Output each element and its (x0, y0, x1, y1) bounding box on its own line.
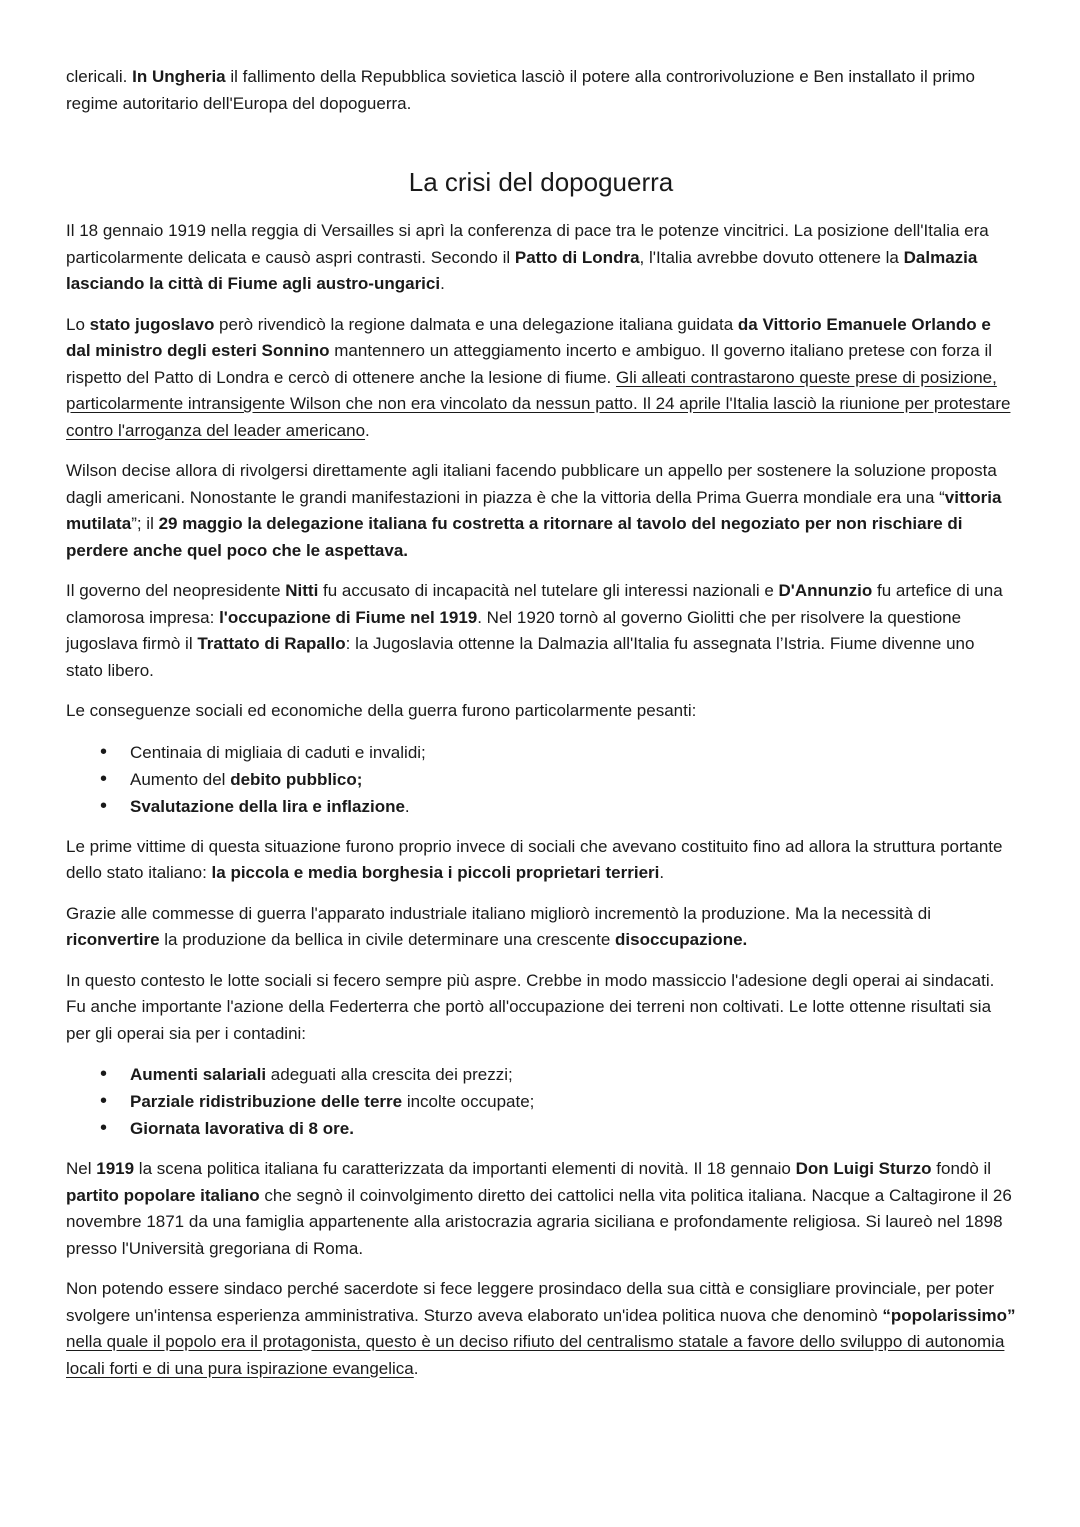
bullet-list-risultati (66, 1061, 1016, 1142)
section-title: La crisi del dopoguerra (408, 167, 674, 197)
list-item: • Parziale ridistribuzione delle terre incolte occupate; (130, 1088, 1016, 1115)
document-page (66, 64, 1016, 1396)
underlined-text: nella quale il popolo era il protagonista, questo è un deciso rifiuto del centralismo statale a favore dello sviluppo di autonomia locali forti e di una pura ispirazione evangelica (66, 1332, 1005, 1378)
underlined-text: Gli alleati contrastarono queste prese di posizione, particolarmente intransigente Wilson che non era vincolato da nessun patto. Il 24 aprile l'Italia lasciò la riunione per protestare contro l'arroganza del leader americano (66, 367, 1011, 440)
paragraph-wilson: Wilson decise allora di rivolgersi direttamente agli italiani facendo pubblicare un appello per sostenere la soluzione proposta dagli americani. Nonostante le grandi manifestazioni in piazza è che la vittoria della Prima Guerra mondiale era una “vittoria mutilata”; il 29 maggio la delegazione italiana fu costretta a ritornare al tavolo del negoziato per non rischiare di perdere anche quel poco che le aspettava. (66, 461, 1002, 560)
list-item: • Centinaia di migliaia di caduti e invalidi; (130, 739, 1016, 766)
paragraph-intro: clericali. In Ungheria il fallimento della Repubblica sovietica lasciò il potere alla controrivoluzione e Ben installato il primo regime autoritario dell'Europa del dopoguerra. (66, 67, 975, 113)
list-item: • Aumento del debito pubblico; (130, 766, 1016, 793)
paragraph-nitti: Il governo del neopresidente Nitti fu accusato di incapacità nel tutelare gli interessi nazionali e D'Annunzio fu artefice di una clamorosa impresa: l'occupazione di Fiume nel 1919. Nel 1920 tornò al governo Giolitti che per risolvere la questione jugoslava firmò il Trattato di Rapallo: la Jugoslavia ottenne la Dalmazia all'Italia fu assegnata l’Istria. Fiume divenne uno stato libero. (66, 581, 1003, 680)
paragraph-industria: Grazie alle commesse di guerra l'apparato industriale italiano migliorò incrementò la produzione. Ma la necessità di riconvertire la produzione da bellica in civile determinare una crescente disoccupazione. (66, 903, 932, 949)
bold-text: In Ungheria (132, 67, 226, 86)
list-item: • Giornata lavorativa di 8 ore. (130, 1115, 1016, 1142)
paragraph-vittime: Le prime vittime di questa situazione furono proprio invece di sociali che avevano costituito fino ad allora la struttura portante dello stato italiano: la piccola e media borghesia i piccoli proprietari terrieri. (66, 836, 1003, 882)
paragraph-versailles: Il 18 gennaio 1919 nella reggia di Versailles si aprì la conferenza di pace tra le potenze vincitrici. La posizione dell'Italia era particolarmente delicata e causò aspri contrasti. Secondo il Patto di Londra, l'Italia avrebbe dovuto ottenere la Dalmazia lasciando la città di Fiume agli austro-ungarici. (66, 221, 989, 293)
paragraph-jugoslavia: Lo stato jugoslavo però rivendicò la regione dalmata e una delegazione italiana guidata da Vittorio Emanuele Orlando e dal ministro degli esteri Sonnino mantennero un atteggiamento incerto e ambiguo. Il governo italiano pretese con forza il rispetto del Patto di Londra e cercò di ottenere anche la lesione di fiume. Gli alleati contrastarono queste prese di posizione, particolarmente intransigente Wilson che non era vincolato da nessun patto. Il 24 aprile l'Italia lasciò la riunione per protestare contro l'arroganza del leader americano. (66, 314, 1011, 440)
list-item: • Svalutazione della lira e inflazione. (130, 793, 1016, 820)
paragraph-lotte: In questo contesto le lotte sociali si fecero sempre più aspre. Crebbe in modo massiccio l'adesione degli operai ai sindacati. Fu anche importante l'azione della Federterra che portò all'occupazione dei terreni non coltivati. Le lotte ottenne risultati sia per gli operai sia per i contadini: (66, 970, 995, 1043)
paragraph-sturzo: Nel 1919 la scena politica italiana fu caratterizzata da importanti elementi di novità. Il 18 gennaio Don Luigi Sturzo fondò il partito popolare italiano che segnò il coinvolgimento diretto dei cattolici nella vita politica italiana. Nacque a Caltagirone il 26 novembre 1871 da una famiglia appartenente alla aristocrazia agraria siciliana e profondamente religiosa. Si laureò nel 1898 presso l'Università gregoriana di Roma. (66, 1159, 1012, 1258)
bullet-list-conseguenze (66, 739, 1016, 820)
list-item: • Aumenti salariali adeguati alla crescita dei prezzi; (130, 1061, 1016, 1088)
paragraph-popolarismo: Non potendo essere sindaco perché sacerdote si fece leggere prosindaco della sua città e consigliare provinciale, per poter svolgere un'intensa esperienza amministrativa. Sturzo aveva elaborato un'idea politica nuova che denominò “popolarissimo” nella quale il popolo era il protagonista, questo è un deciso rifiuto del centralismo statale a favore dello sviluppo di autonomia locali forti e di una pura ispirazione evangelica. (66, 1279, 1016, 1378)
paragraph-conseguenze: Le conseguenze sociali ed economiche della guerra furono particolarmente pesanti: (66, 701, 697, 720)
